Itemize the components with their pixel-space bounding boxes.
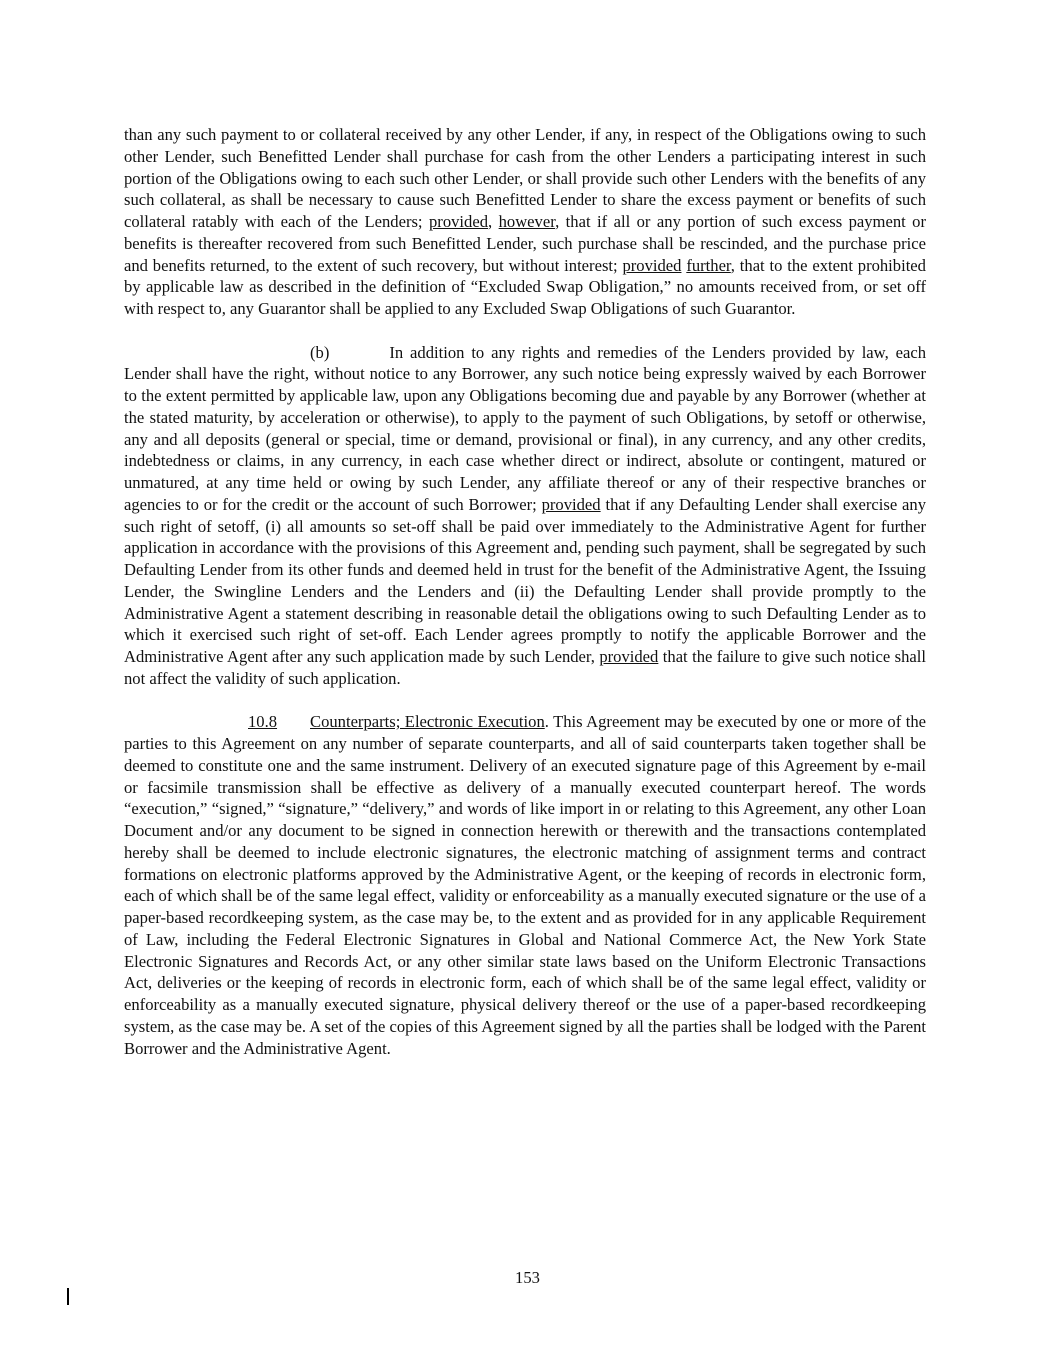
underlined-term: further — [686, 255, 731, 275]
page-number: 153 — [515, 1268, 540, 1287]
section-heading: Counterparts; Electronic Execution — [310, 712, 545, 732]
clause-label: (b) — [310, 342, 330, 362]
underlined-term: provided — [622, 255, 682, 275]
paragraph-b — [124, 342, 926, 690]
text-run: , — [488, 212, 499, 231]
text-run: , that to the extent prohibited by applicable law as described in the definition of “Excluded Swap Obligation,” no amounts received from, or set off with respect to, any Guarantor shall be applied to any Excluded Swap Obligations of such Guarantor. — [124, 255, 926, 318]
text-run: that the failure to give such notice shall not affect the validity of such application. — [124, 647, 927, 688]
text-run: . This Agreement may be executed by one or more of the parties to this Agreement on any number of separate counterparts, and all of said counterparts taken together shall be deemed to constitute one and the same instrument. Delivery of an executed signature page of this Agreement by e-mail or facsimile transmission shall be effective as delivery of a manually executed counterpart hereof. The words “execution,” “signed,” “signature,” “delivery,” and words of like import in or relating to this Agreement, any other Loan Document and/or any document to be signed in connection herewith or therewith and the transactions contemplated hereby shall be deemed to include electronic signatures, the electronic matching of assignment terms and contract formations on electronic platforms approved by the Administrative Agent, or the keeping of records in electronic form, each of which shall be of the same legal effect, validity or enforceability as a manually executed signature or the use of a paper-based recordkeeping system, as the case may be, to the extent and as provided for in any applicable Requirement of Law, including the Federal Electronic Signatures in Global and National Commerce Act, the New York State Electronic Signatures and Records Act, or any other similar state laws based on the Uniform Electronic Transactions Act, deliveries or the keeping of records in electronic form, each of which shall be of the same legal effect, validity or enforceability as a manually executed signature, physical delivery thereof or the use of a paper-based recordkeeping system, as the case may be. A set of the copies of this Agreement signed by all the parties shall be lodged with the Parent Borrower and the Administrative Agent. — [124, 712, 926, 1058]
section-10-8 — [124, 711, 926, 1059]
document-body — [124, 124, 926, 1059]
underlined-term: however — [498, 212, 556, 231]
underlined-term: provided — [599, 647, 659, 666]
text-run: In addition to any rights and remedies of the Lenders provided by law, each Lender shall have the right, without notice to any Borrower, any such notice being expressly waived by each Borrower to the extent permitted by applicable law, upon any Obligations becoming due and payable by any Borrower (whether at the stated maturity, by acceleration or otherwise), to apply to the payment of such Obligations, by setoff or otherwise, any and all deposits (general or special, time or demand, provisional or final), in any currency, and any other credits, indebtedness or claims, in any currency, in each case whether direct or indirect, absolute or contingent, matured or unmatured, at any time held or owing by such Lender, any affiliate thereof or any of their respective branches or agencies to or for the credit or the account of such Borrower; — [124, 342, 926, 514]
text-run: that if any Defaulting Lender shall exercise any such right of setoff, (i) all amounts so set-off shall be paid over immediately to the Administrative Agent for further application in accordance with the provisions of this Agreement and, pending such payment, shall be segregated by such Defaulting Lender from its other funds and deemed held in trust for the benefit of the Administrative Agent, the Issuing Lender, the Swingline Lenders and the Lenders and (ii) the Defaulting Lender shall provide promptly to the Administrative Agent a statement describing in reasonable detail the obligations owing to such Defaulting Lender as to which it exercised such right of set-off. Each Lender agrees promptly to notify the applicable Borrower and the Administrative Agent after any such application made by such Lender, — [124, 494, 927, 666]
underlined-term: provided — [429, 212, 488, 231]
text-run: than any such payment to or collateral received by any other Lender, if any, in respect of the Obligations owing to such other Lender, such Benefitted Lender shall purchase for cash from the other Lenders a participating interest in such portion of the Obligations owing to each such other Lender, or shall provide such other Lenders with the benefits of any such collateral, as shall be necessary to cause such Benefitted Lender to share the excess payment or benefits of such collateral ratably with each of the Lenders; — [124, 125, 926, 231]
text-run: , that if all or any portion of such excess payment or benefits is thereafter recovered from such Benefitted Lender, such purchase shall be rescinded, and the purchase price and benefits returned, to the extent of such recovery, but without interest; — [124, 212, 927, 275]
underlined-term: provided — [541, 494, 601, 514]
revision-bar — [67, 1288, 69, 1305]
section-number: 10.8 — [248, 712, 278, 732]
paragraph-continuation — [124, 124, 926, 320]
